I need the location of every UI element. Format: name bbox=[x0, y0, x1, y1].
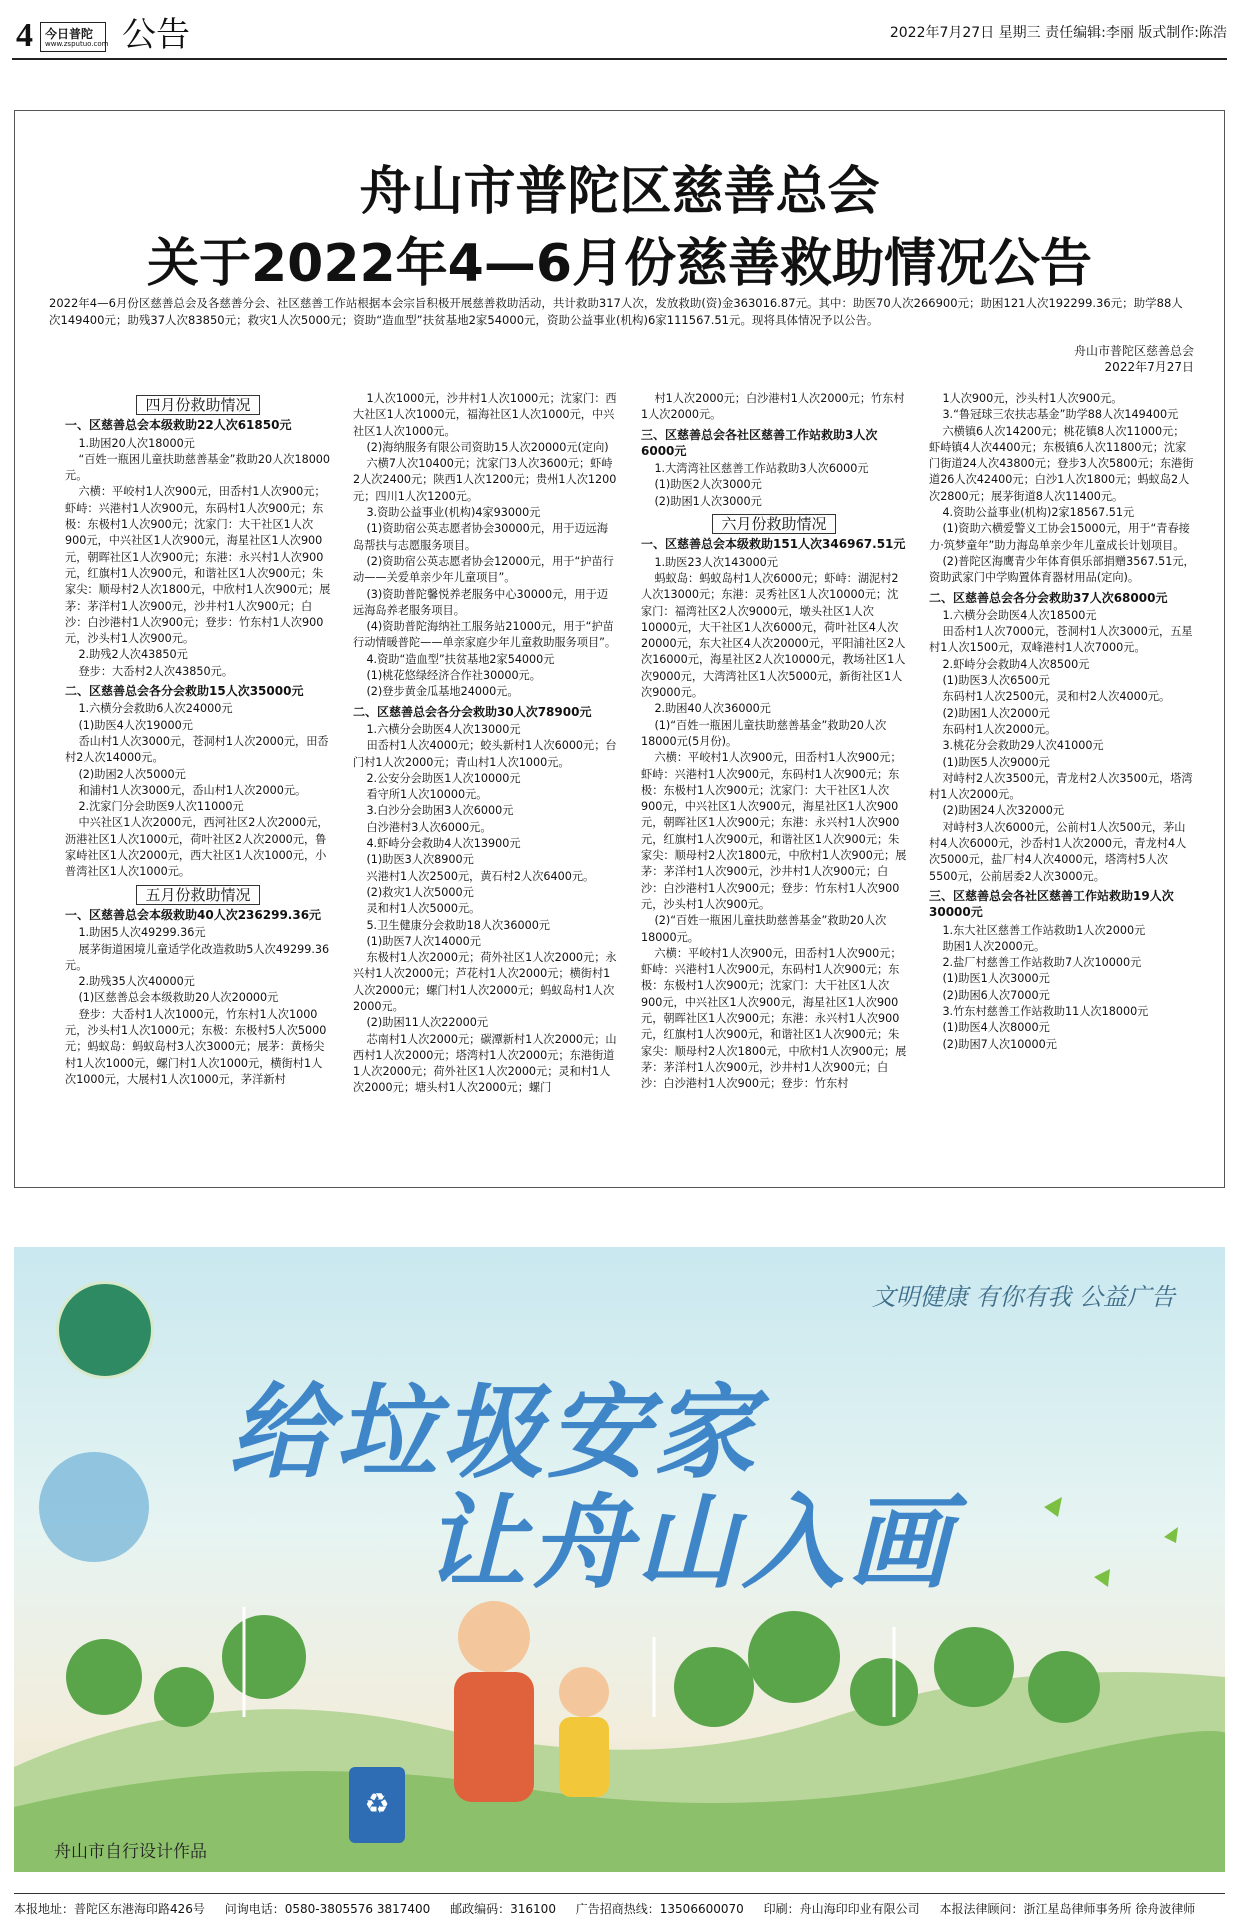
layout-credit: 版式制作:陈浩 bbox=[1138, 25, 1227, 41]
paragraph: 看守所1人次10000元。 bbox=[366, 788, 488, 802]
paragraph: 六横：平峧村1人次900元，田岙村1人次900元；虾峙：兴港村1人次900元，东码村1人次900元；东极：东极村1人次900元；沈家门：大干社区1人次900元，中兴社区1人次900元，海星社区1人次900元，朝晖社区1人次900元；东港：永兴村1人次900元，红旗村1人次900元，和谐社区1人次900元；朱家尖：顺母村2人次1800元，中欣村1人次900元；展茅：茅洋村1人次900元，沙井村1人次900元；白沙：白沙港村1人次900元；登步：竹东村1人次900元，沙头村1人次900元。 bbox=[65, 485, 331, 646]
paragraph: (1)助医3人次6500元 bbox=[942, 674, 1050, 688]
mother-figure bbox=[458, 1601, 530, 1673]
paragraph: 1.大湾湾社区慈善工作站救助3人次6000元 bbox=[654, 462, 869, 476]
paragraph: (2)助困6人次7000元 bbox=[942, 988, 1050, 1002]
paragraph: (3)资助普陀馨悦养老服务中心30000元，用于迈远海岛养老服务项目。 bbox=[353, 587, 609, 617]
child-figure bbox=[559, 1667, 609, 1717]
paragraph: 1人次900元，沙头村1人次900元。 bbox=[942, 392, 1123, 405]
paragraph: 2.盐厂村慈善工作站救助7人次10000元 bbox=[942, 956, 1142, 970]
paragraph: 村1人次2000元；白沙港村1人次2000元；竹东村1人次2000元。 bbox=[641, 392, 905, 422]
paragraph: 2.虾峙分会救助4人次8500元 bbox=[942, 657, 1090, 671]
paragraph: 3.“鲁冠球三农扶志基金”助学88人次149400元 bbox=[942, 408, 1179, 422]
paragraph: 和浦村1人次3000元，岙山村1人次2000元。 bbox=[78, 783, 307, 797]
paragraph: (4)资助普陀海纳社工服务站21000元，用于“护苗行动情暖普陀——单亲家庭少年儿童救助服务项目”。 bbox=[353, 620, 617, 650]
section-heading: 三、区慈善总会各社区慈善工作站救助3人次6000元 bbox=[641, 427, 878, 458]
paragraph: (1)助医3人次8900元 bbox=[366, 853, 474, 867]
paragraph: 六横7人次10400元；沈家门3人次3600元；虾峙2人次2400元；陕西1人次1200元；贵州1人次1200元；四川1人次1200元。 bbox=[353, 457, 617, 503]
charity-notice bbox=[14, 110, 1225, 1188]
paragraph: 对峙村2人次3500元，青龙村2人次3500元，塔湾村1人次2000元。 bbox=[929, 771, 1193, 802]
paragraph: 六横：平峧村1人次900元，田岙村1人次900元；虾峙：兴港村1人次900元，东码村1人次900元；东极：东极村1人次900元；沈家门：大干社区1人次900元，中兴社区1人次900元，海星社区1人次900元，朝晖社区1人次900元；东港：永兴村1人次900元，红旗村1人次900元，和谐社区1人次900元；朱家尖：顺母村2人次1800元，中欣村1人次900元；展茅：茅洋村1人次900元，沙井村1人次900元；白沙：白沙港村1人次900元；登步：竹东村 bbox=[641, 946, 907, 1091]
section-heading: 一、区慈善总会本级救助151人次346967.51元 bbox=[641, 537, 906, 552]
paragraph: 灵和村1人次5000元。 bbox=[366, 902, 481, 916]
paragraph: 1.东大社区慈善工作站救助1人次2000元 bbox=[942, 923, 1146, 937]
paragraph: 展茅街道困境儿童适学化改造救助5人次49299.36元。 bbox=[65, 942, 330, 972]
paragraph: 3.桃花分会救助29人次41000元 bbox=[942, 739, 1104, 753]
section-heading: 一、区慈善总会本级救助40人次236299.36元 bbox=[65, 907, 322, 922]
paragraph: 中兴社区1人次2000元，西河社区2人次2000元，沥港社区1人次1000元，荷叶社区2人次2000元，鲁家峙社区1人次2000元，西大社区1人次1000元，小普湾社区1人次1000元。 bbox=[65, 816, 329, 879]
paragraph: 六横镇6人次14200元；桃花镇8人次11000元；虾峙镇4人次4400元；东极镇6人次11800元；沈家门街道24人次43800元；登步3人次5800元；东港街道26人次42400元；白沙1人次1800元；蚂蚁岛2人次2800元；展茅街道8人次11400元。 bbox=[929, 424, 1194, 503]
section-heading: 二、区慈善总会各分会救助30人次78900元 bbox=[353, 704, 592, 719]
paragraph: 东码村1人次2000元。 bbox=[942, 722, 1057, 736]
notice-column bbox=[353, 391, 619, 1181]
header-info bbox=[890, 22, 1227, 42]
footer-ad-phone: 广告招商热线：13506600070 bbox=[575, 1902, 744, 1916]
paragraph: (2)助困1人次2000元 bbox=[942, 706, 1050, 720]
paragraph: (2)助困2人次5000元 bbox=[78, 767, 186, 781]
paragraph: 4.资助“造血型”扶贫基地2家54000元 bbox=[366, 652, 555, 666]
footer-printer: 印刷：舟山海印印业有限公司 bbox=[763, 1902, 920, 1916]
recycle-icon: ♻ bbox=[364, 1787, 390, 1820]
balloon-decoration bbox=[39, 1452, 149, 1562]
notice-column bbox=[929, 391, 1195, 1181]
section-heading: 二、区慈善总会各分会救助37人次68000元 bbox=[929, 590, 1168, 605]
paragraph: (1)资助六横爱警义工协会15000元，用于“青春接力·筑梦童年”助力海岛单亲少年儿童成长计划项目。 bbox=[929, 522, 1190, 552]
paragraph: 2.助残2人次43850元 bbox=[78, 648, 188, 662]
paragraph: 1.六横分会助医4人次18500元 bbox=[942, 608, 1097, 622]
month-heading-label: 四月份救助情况 bbox=[136, 395, 259, 415]
paragraph: 3.白沙分会助困3人次6000元 bbox=[366, 804, 514, 818]
paragraph: (1)区慈善总会本级救助20人次20000元 bbox=[78, 991, 279, 1005]
paragraph: 1人次1000元，沙井村1人次1000元；沈家门：西大社区1人次1000元，福海社区1人次1000元，中兴社区1人次1000元。 bbox=[353, 392, 617, 438]
public-service-ad bbox=[14, 1247, 1225, 1872]
ad-credit: 舟山市自行设计作品 bbox=[54, 1842, 207, 1862]
paragraph: 5.卫生健康分会救助18人次36000元 bbox=[366, 918, 550, 932]
paragraph: (1)“百姓一瓶困儿童扶助慈善基金”救助20人次18000元(5月份)。 bbox=[641, 718, 887, 748]
paragraph: (1)助医7人次14000元 bbox=[366, 934, 481, 948]
paragraph: 2.公安分会助医1人次10000元 bbox=[366, 771, 521, 785]
ad-headline-2: 让舟山入画 bbox=[424, 1484, 954, 1603]
paragraph: 登步：大岙村1人次1000元，竹东村1人次1000元，沙头村1人次1000元；东极：东极村5人次5000元；蚂蚁岛：蚂蚁岛村3人次3000元；展茅：黄杨尖村1人次1000元，螺门村1人次1000元，横街村1人次1000元，大展村1人次1000元，茅洋新村 bbox=[65, 1007, 327, 1086]
ad-headline-1: 给垃圾安家 bbox=[229, 1374, 759, 1493]
editor: 责任编辑:李丽 bbox=[1045, 25, 1134, 41]
paragraph: (1)助医4人次8000元 bbox=[942, 1021, 1050, 1035]
paragraph: 2.助残35人次40000元 bbox=[78, 975, 195, 989]
paragraph: (2)海纳服务有限公司资助15人次20000元(定向) bbox=[366, 440, 609, 454]
month-heading bbox=[65, 887, 331, 903]
paragraph: 3.资助公益事业(机构)4家93000元 bbox=[366, 506, 541, 520]
child-body bbox=[559, 1717, 609, 1797]
paragraph: (1)助医5人次9000元 bbox=[942, 755, 1050, 769]
paragraph: (2)助困11人次22000元 bbox=[366, 1016, 489, 1030]
issue-weekday: 星期三 bbox=[998, 25, 1041, 41]
paragraph: 白沙港村3人次6000元。 bbox=[366, 820, 492, 834]
ad-org-logo bbox=[56, 1281, 154, 1379]
paragraph: (1)桃花悠绿经济合作社30000元。 bbox=[366, 669, 541, 683]
paragraph: 芯南村1人次2000元；碳潭新村1人次2000元；山西村1人次2000元；塔湾村1人次2000元；东港街道1人次2000元；荷外社区1人次2000元；灵和村1人次2000元；塘头村1人次2000元；螺门 bbox=[353, 1032, 617, 1095]
section-name: 公告 bbox=[122, 15, 190, 55]
page-number: 4 bbox=[16, 17, 33, 54]
butterfly-decoration bbox=[1044, 1497, 1178, 1587]
paragraph: 1.六横分会救助6人次24000元 bbox=[78, 702, 233, 716]
paragraph: 1.助困20人次18000元 bbox=[78, 436, 195, 450]
paragraph: 兴港村1人次2500元，黄石村2人次6400元。 bbox=[366, 869, 595, 883]
notice-title-line1: 舟山市普陀区慈善总会 bbox=[359, 162, 880, 222]
section-heading: 一、区慈善总会本级救助22人次61850元 bbox=[65, 418, 292, 433]
paragraph: 1.六横分会助医4人次13000元 bbox=[366, 722, 521, 736]
notice-columns bbox=[65, 391, 1195, 1181]
paragraph: 3.竹东村慈善工作站救助11人次18000元 bbox=[942, 1004, 1149, 1018]
paragraph: (1)助医1人次3000元 bbox=[942, 972, 1050, 986]
footer-legal: 本报法律顾问：浙江星岛律师事务所 徐舟波律师 bbox=[939, 1902, 1196, 1916]
mother-body bbox=[454, 1672, 534, 1802]
paragraph: (2)“百姓一瓶困儿童扶助慈善基金”救助20人次18000元。 bbox=[641, 914, 887, 944]
notice-title-line2: 关于2022年4—6月份慈善救助情况公告 bbox=[146, 234, 1093, 294]
footer-phone: 问询电话：0580-3805576 3817400 bbox=[224, 1902, 431, 1916]
paragraph: (2)助困1人次3000元 bbox=[654, 494, 762, 508]
month-heading bbox=[65, 397, 331, 413]
issue-date: 2022年7月27日 bbox=[889, 25, 995, 41]
month-heading bbox=[641, 516, 907, 532]
masthead bbox=[12, 14, 1227, 60]
paragraph: 东码村1人次2500元，灵和村2人次4000元。 bbox=[942, 690, 1171, 704]
paragraph: (2)救灾1人次5000元 bbox=[366, 885, 474, 899]
footer-address: 本报地址：普陀区东港海印路426号 bbox=[14, 1902, 205, 1916]
paragraph: 六横：平峧村1人次900元，田岙村1人次900元；虾峙：兴港村1人次900元，东码村1人次900元；东极：东极村1人次900元；沈家门：大干社区1人次900元，中兴社区1人次900元，海星社区1人次900元，朝晖社区1人次900元；东港：永兴村1人次900元，红旗村1人次900元，和谐社区1人次900元；朱家尖：顺母村2人次1800元，中欣村1人次900元；展茅：茅洋村1人次900元，沙井村1人次900元；白沙：白沙港村1人次900元；登步：竹东村1人次900元，沙头村1人次900元。 bbox=[641, 751, 907, 911]
paragraph: 蚂蚁岛：蚂蚁岛村1人次6000元；虾峙：湖泥村2人次13000元；东港：灵秀社区1人次10000元；沈家门：福湾社区2人次9000元，墩头社区1人次10000元，大干社区1人次6000元，荷叶社区4人次20000元，东大社区4人次20000元，平阳浦社区2人次16000元，海星社区2人次10000元，教场社区1人次9000元，大湾湾社区1人次5000元，新街社区1人次9000元。 bbox=[641, 571, 906, 700]
paragraph: (1)资助宿公英志愿者协会30000元，用于迈远海岛帮扶与志愿服务项目。 bbox=[353, 522, 609, 552]
paragraph: (2)普陀区海鹰青少年体育俱乐部捐赠3567.51元，资助武家门中学购置体育器材用品(定向)。 bbox=[929, 554, 1195, 585]
paragraph: (2)助困24人次32000元 bbox=[942, 804, 1065, 818]
paragraph: (1)助医2人次3000元 bbox=[654, 478, 762, 492]
paragraph: 4.资助公益事业(机构)2家18567.51元 bbox=[942, 506, 1135, 520]
logo-url: www.zsputuo.com bbox=[45, 40, 109, 48]
paragraph: 岙山村1人次3000元，苍洞村1人次2000元，田岙村2人次14000元。 bbox=[65, 734, 329, 765]
paragraph: 助困1人次2000元。 bbox=[942, 939, 1046, 953]
paragraph: “百姓一瓶困儿童扶助慈善基金”救助20人次18000元。 bbox=[65, 452, 331, 483]
section-heading: 三、区慈善总会各社区慈善工作站救助19人次30000元 bbox=[929, 888, 1174, 920]
paragraph: 东极村1人次2000元；荷外社区1人次2000元；永兴村1人次2000元；芦花村1人次2000元；横街村1人次2000元；螺门村1人次2000元；蚂蚁岛村1人次2000元。 bbox=[353, 951, 617, 1013]
newspaper-logo bbox=[40, 22, 109, 52]
paragraph: (2)助困7人次10000元 bbox=[942, 1037, 1057, 1051]
paragraph: 2.助困40人次36000元 bbox=[654, 702, 771, 716]
page-footer bbox=[14, 1893, 1225, 1917]
logo-name: 今日普陀 bbox=[45, 27, 94, 41]
footer-postcode: 邮政编码：316100 bbox=[450, 1902, 556, 1916]
paragraph: 1.助困5人次49299.36元 bbox=[78, 926, 206, 940]
paragraph: 田岙村1人次7000元，苍洞村1人次3000元，五星村1人次1500元，双峰港村1人次7000元。 bbox=[929, 625, 1193, 655]
paragraph: (2)登步黄金瓜基地24000元。 bbox=[366, 685, 519, 699]
signature-org: 舟山市普陀区慈善总会 bbox=[1073, 344, 1194, 358]
notice-signature bbox=[1074, 343, 1194, 375]
section-heading: 二、区慈善总会各分会救助15人次35000元 bbox=[65, 684, 304, 699]
ad-slogan: 文明健康 有你有我 公益广告 bbox=[871, 1283, 1175, 1311]
paragraph: 登步：大岙村2人次43850元。 bbox=[78, 664, 234, 678]
paragraph: 对峙村3人次6000元，公前村1人次500元，茅山村4人次6000元，沙岙村1人次2000元，青龙村4人次5000元，盐厂村4人次4000元，塔湾村5人次5500元，公前居委2人次3000元。 bbox=[929, 820, 1187, 883]
paragraph: (2)资助宿公英志愿者协会12000元，用于“护苗行动——关爱单亲少年儿童项目”。 bbox=[353, 554, 614, 585]
paragraph: (1)助医4人次19000元 bbox=[78, 718, 193, 732]
signature-date: 2022年7月27日 bbox=[1104, 360, 1194, 374]
month-heading-label: 六月份救助情况 bbox=[712, 514, 835, 534]
paragraph: 4.虾峙分会救助4人次13900元 bbox=[366, 837, 521, 851]
notice-intro: 2022年4—6月份区慈善总会及各慈善分会、社区慈善工作站根据本会宗旨积极开展慈善救助活动，共计救助317人次，发放救助(资)金363016.87元。其中：助医70人次266900元；助困121人次192299.36元；助学88人次149400元；助残37人次83850元；救灾1人次5000元；资助“造血型”扶贫基地2家54000元，资助公益事业(机构)6家111567.51元。现将具体情况予以公告。 bbox=[49, 296, 1183, 327]
notice-column bbox=[65, 391, 331, 1181]
paragraph: 2.沈家门分会助医9人次11000元 bbox=[78, 800, 244, 814]
notice-column bbox=[641, 391, 907, 1181]
month-heading-label: 五月份救助情况 bbox=[136, 885, 259, 905]
paragraph: 田岙村1人次4000元；蛟头新村1人次6000元；台门村1人次2000元；青山村1人次1000元。 bbox=[353, 739, 617, 769]
paragraph: 1.助医23人次143000元 bbox=[654, 555, 778, 569]
